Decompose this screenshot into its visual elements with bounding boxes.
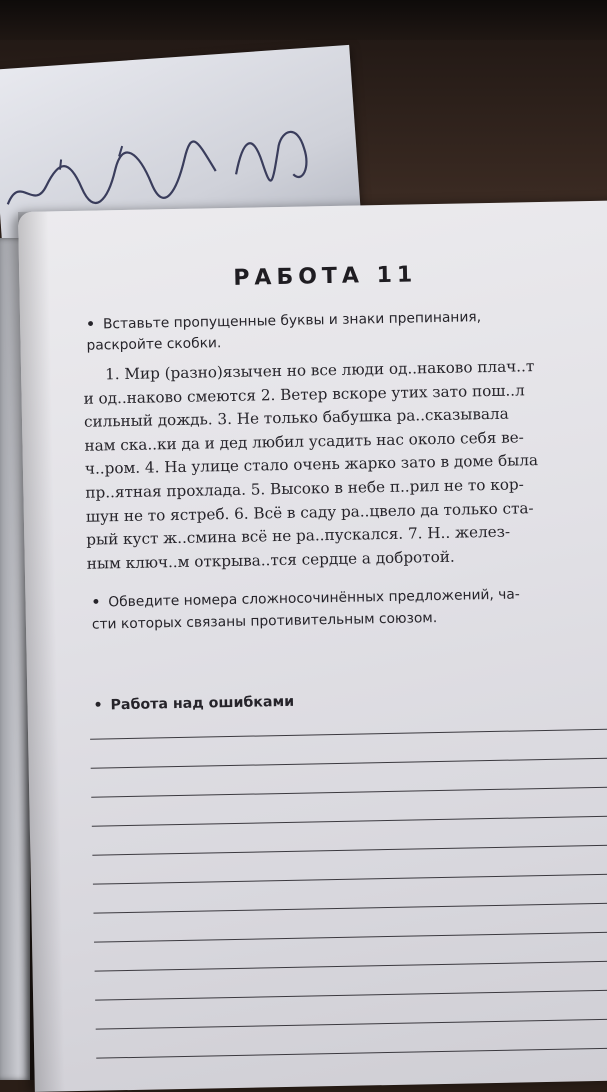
errors-section-heading xyxy=(93,691,294,718)
instruction-line: сти которых связаны противительным союзом. xyxy=(91,610,438,633)
instruction-line: раскройте скобки. xyxy=(86,335,222,354)
instruction-circle-numbers xyxy=(91,582,607,636)
answer-line[interactable] xyxy=(91,758,607,770)
errors-section-label: Работа над ошибками xyxy=(110,693,295,714)
answer-line[interactable] xyxy=(92,816,607,828)
instruction-insert-letters xyxy=(86,305,587,357)
answer-line[interactable] xyxy=(95,989,607,1001)
answer-line[interactable] xyxy=(93,874,607,886)
exercise-line: 1. Мир (разно)язычен но все люди од..наково плач..т xyxy=(104,357,535,384)
instruction-line: Обведите номера сложносочинённых предложений, ча- xyxy=(108,586,520,611)
exercise-line: и од..наково смеются 2. Ветер вскоре утих зато пош..л xyxy=(83,380,525,408)
page-title: РАБОТА 11 xyxy=(233,262,418,291)
instruction-line: Вставьте пропущенные буквы и знаки препинания, xyxy=(102,309,482,333)
answer-line[interactable] xyxy=(93,903,607,915)
workbook-page xyxy=(18,200,607,1092)
exercise-line: нам ска..ки да и дед любил усадить нас около себя ве- xyxy=(84,428,524,455)
answer-line[interactable] xyxy=(92,845,607,857)
exercise-line: шун не то ястреб. 6. Всё в саду ра..цвело да только ста- xyxy=(85,498,534,526)
answer-line[interactable] xyxy=(94,932,607,944)
answer-line[interactable] xyxy=(96,1018,607,1030)
exercise-line: ным ключ..м открыва..тся сердце а добротой. xyxy=(86,547,455,573)
exercise-line: пр..ятная прохлада. 5. Высоко в небе п..рил не то кор- xyxy=(85,475,524,502)
bullet-icon: • xyxy=(93,697,103,714)
bullet-icon: • xyxy=(86,316,96,333)
exercise-line: ч..ром. 4. На улице стало очень жарко зато в доме была xyxy=(84,451,539,479)
dark-edge xyxy=(0,0,607,40)
exercise-line: рый куст ж..смина всё не ра..пускался. 7. Н.. желез- xyxy=(86,522,511,549)
answer-line[interactable] xyxy=(96,1047,607,1059)
exercise-line: сильный дождь. 3. Не только бабушка ра..сказывала xyxy=(83,404,509,431)
answer-line[interactable] xyxy=(91,787,607,799)
answer-line[interactable] xyxy=(90,729,607,741)
bullet-icon: • xyxy=(91,594,101,611)
answer-line[interactable] xyxy=(95,960,607,972)
exercise-text xyxy=(83,354,607,576)
